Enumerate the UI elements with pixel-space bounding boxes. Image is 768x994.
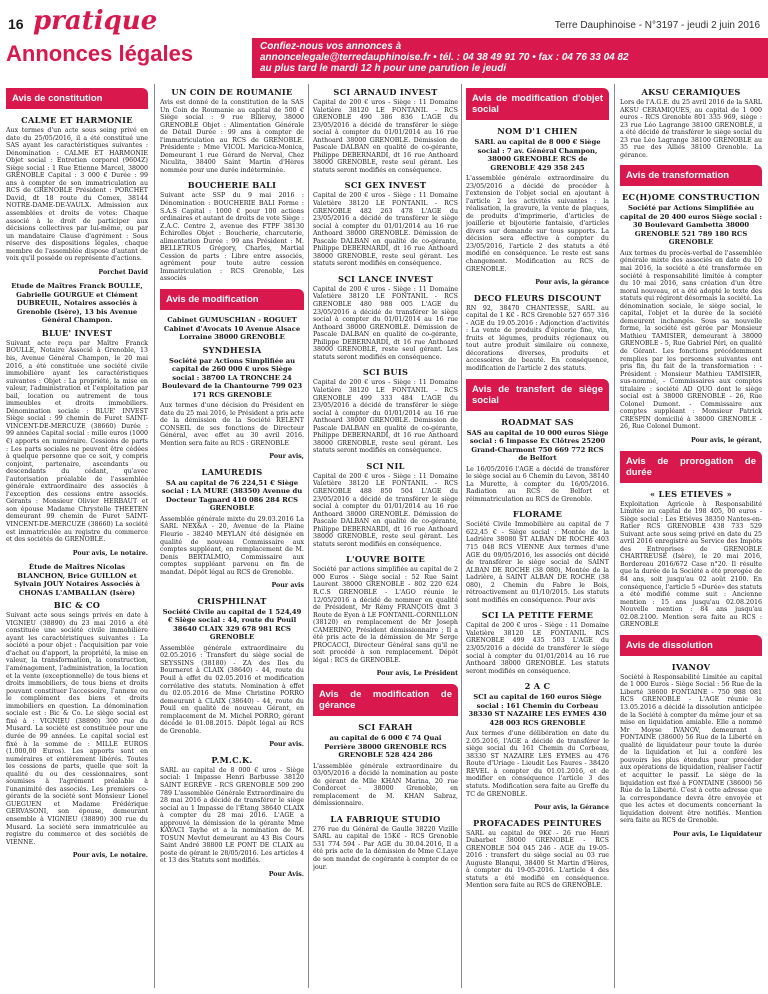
announcement-title: BLUE' INVEST [41, 327, 113, 338]
page-number: 16 [8, 16, 24, 32]
announcement-title: LA FABRIQUE STUDIO [330, 813, 441, 824]
announcement-title: BIC & CO [53, 600, 101, 611]
announcement-subtitle: Société par Actions Simplifiée au capital de 20 400 euros Siège social : 30 Boulevard Gambetta 38000 GRENOBLE 521 789 180 RCS GRENOBLE [620, 204, 762, 247]
announcement-title: PROFACADES PEINTURES [473, 817, 602, 828]
announcement-subtitle: Cabinet GUMUSCHIAN - ROGUET Cabinet d'Avocats 10 Avenue Alsace Lorraine 38000 GRENOBLE [163, 316, 301, 342]
column-5 [620, 84, 762, 992]
announcement-title: EC(H)OME CONSTRUCTION [622, 192, 760, 203]
announcement-subtitle: Étude de Maîtres Nicolas BLANCHON, Brice GUILLON et Sylvain JOUY Notaires Associés à CHONAS L'AMBALLAN (Isère) [13, 563, 141, 597]
announcement-body: Capital de 200 € uros - Siège : 11 Domaine Valetière 38120 LE FONTANIL RCS GRENOBLE 499 435 503 L'AGE du 23/05/2016 a décidé de transférer le siège social à compter du 01/01/2014 au 16 rue Anthoard 38000 GRENOBLE. Les statuts seront modifiés en conséquence. [466, 622, 609, 675]
column-4 [466, 84, 609, 992]
announcement-body: Suivant acte SSP du 9 mai 2016 : Dénomination : BOUCHERIE BALI Forme : S.A.S Capital : 1000 € pour 100 actions ordinaires et autant de droits de vote Siège : Z.A.C. Centre 2, avenue des FTPF 38130 Échirolles Objet : Boucherie, charcuterie, alimentation Durée : 99 ans Président : M. BELLETRUS Grégory, Charles, Martial Cession de parts : Libre entre associés, agrément pour toute autre cession Immatriculation : RCS Grenoble, Les associés [160, 192, 304, 283]
announcement-body: 276 rue du Général de Gaulle 38220 Vizille SARL au capital de 15K€ - RCS Grenoble 531 774 594 - Par AGE du 30.04.2016, Il a été pris acte de la démission de Mme C.Laye de son mandat de cogérante à compter de ce jour. [313, 825, 458, 871]
column-2 [160, 84, 304, 992]
announcement-subtitle: SARL au capital de 8 000 € Siège social : 7 av. Général Champon, 38000 GRENOBLE RCS de GRENOBLE 429 358 245 [474, 138, 601, 172]
section-banner: Avis de modification de gérance [313, 684, 458, 716]
announcement-title: SCI LA PETITE FERME [481, 610, 594, 621]
announcement-title: LAMUREDIS [201, 466, 263, 477]
announcement-title: IVANOV [671, 661, 711, 672]
announcement-subtitle: Etude de Maîtres Franck BOULLE, Gabrielle GOURGUE et Clément DUBREUIL, Notaires associés à Grenoble (Isère), 13 bis Avenue Général Champon. [11, 282, 143, 325]
announcement-body: Aux termes d'une délibération en date du 2.05.2016, l'AGE a décidé de transférer le siège social du 161 Chemin du Corbeau, 38330 ST NAZAIRE LES EYMES au 476 Route d'Uriage - Lieudit Les Faures - 38420 REVEL à compter du 01.01.2016, et de modifier en conséquence l'article 3 des statuts. Modification sera faite au Greffe du TC de GRENOBLE. [466, 730, 609, 798]
announcement-signature: Pour avis, Le notaire. [72, 549, 148, 557]
announcement-body: Société à Responsabilité Limitée au capital de 1 000 Euros - Siège Social : 56 Rue de la Liberté 38600 FONTAINE - 750 988 081 RCS GRENOBLE - L'AGE réunie le 13.05.2016 a décidé la dissolution anticipée de la Société à compter du même jour et sa mise en liquidation amiable. Elle a nommé Mr Moyse IVANOV, demeurant à FONTAINE (38600) 56 Rue de la Liberté en qualité de liquidateur pour toute la durée de la liquidation et lui a conféré les pouvoirs les plus étendus pour procéder aux opérations de liquidation, réaliser l'actif et acquitter le passif. Le siège de la liquidation est fixé à FONTAINE (38600) 56 Rue de la Liberté. C'est à cette adresse que la correspondance devra être envoyée et que les actes et documents concernant la liquidation doivent être notifiés. Mention sera faite au RCS de Grenoble. [620, 673, 762, 825]
page-header [0, 0, 768, 72]
announcement-title: BOUCHERIE BALI [187, 180, 277, 191]
section-banner: Avis de prorogation de durée [620, 451, 762, 483]
announcement-signature: Pour avis, Le Liquidateur [672, 830, 762, 838]
announcement-signature: Pour avis [271, 582, 304, 590]
contact-line: au plus tard le mardi 12 h pour une parution le jeudi [260, 63, 507, 74]
column-divider [308, 84, 309, 988]
announcement-title: SCI FARAH [358, 722, 413, 732]
announcement-signature: Pour avis. [269, 741, 304, 749]
announcement-title: NOM D'1 CHIEN [497, 126, 578, 136]
section-banner: Avis de modification [160, 289, 304, 310]
announcement-subtitle: SA au capital de 76 224,51 € Siège social : LA MURE (38350) Avenue du Docteur Tagnard 410 086 284 RCS GRENOBLE [161, 478, 303, 513]
announcement-title: CRISPHILNAT [197, 595, 267, 606]
announcement-subtitle: Société par Actions Simplifiée au capital de 260 000 € uros Siège social : 38700 LA TRONCHE 24 Boulevard de la Chantourne 799 023 171 RCS GRENOBLE [161, 356, 303, 399]
announcement-body: Capital de 200 € uros - Siège : 11 Domaine Valetière 38120 LE FONTANIL - RCS GRENOBLE 499 333 484 L'AGE du 23/05/2016 a décidé de transférer le siège social à compter du 01/01/2014 au 16 rue Anthoard 38000 GRENOBLE. Démission de Pascale DALBAN en qualité de co-gérante, Philippe DEBERNARDI, dt 16 rue Anthoard 38000 GRENOBLE, reste seul gérant. Les statuts seront modifiés en conséquence. [313, 379, 458, 455]
announcement-title: UN COIN DE ROUMANIE [171, 87, 293, 97]
announcement-title: ROADMAT SAS [501, 416, 574, 427]
announcement-subtitle: SCI au capital de 160 euros Siège social : 161 Chemin du Corbeau 38330 ST NAZAIRE LES EYMES 430 428 003 RCS GRENOBLE [468, 693, 607, 727]
announcement-title: SCI GEX INVEST [344, 180, 427, 191]
section-banner: Avis de modification d'objet social [466, 88, 609, 120]
announcement-title: DECO FLEURS DISCOUNT [473, 292, 602, 303]
announcement-title: SYNDHESIA [202, 344, 262, 355]
announcement-body: Avis est donné de la constitution de la SAS Un Coin de Roumanie au capital de 500 € Siège social : 9 rue Billerey, 38000 GRENOBLE Objet : Alimentation Générale de Détail Durée : 99 ans à compter de l'immatriculation au RCS de GRENOBLE. Présidente : Mme VICOL Maricica-Monica, Demeurant 1 rue Gérard de Nerval, Chez Niculita, 38400 Saint Martin d'Hères nommée pour une durée indéterminée. [160, 99, 304, 174]
announcement-title: SCI ARNAUD INVEST [333, 87, 438, 97]
column-divider [461, 84, 462, 988]
announcement-signature: Pour avis, [269, 453, 304, 461]
announcement-signature: Pour avis, la Gérance [534, 804, 609, 812]
announcement-body: Assemblée générale mixte du 29.03.2016 La SARL NEX&A - 20, Avenue de la Plaine Fleurie - 38240 MEYLAN été désignée en qualité de nouveau Commissaire aux comptes suppléant, en remplacement de M. Denis BERTALMIO, Commissaire aux comptes suppléant parvenu en fin de mandat. Dépôt légal au RCS de Grenoble. [160, 515, 304, 576]
announcement-subtitle: SAS au capital de 10 000 euros Siège social : 6 Impasse Ex Clôtres 25200 Grand-Charmont 750 669 772 RCS de Belfort [466, 428, 609, 463]
column-divider [614, 84, 615, 988]
announcement-body: Exploitation Agricole à Responsabilité Limitée au capital de 198 405, 00 euros - Siège social : Les Etiéves 38350 Nantes-en-Ratier RCS GRENOBLE 438 733 529 Suivant acte sous seing privé en date du 25 avril 2016 enregistré au Service des Impôts des Entreprises de GRENOBLE CHARTREUSE (Isère), le 20 mai 2016, Bordereau 2016/672 Case n°20. Il résulte que la durée de la Société a été prorogée de 84 ans, soit jusqu'au 02 août 2100. En conséquence, l'article 5 «Durée» des statuts a été modifié comme suit : Ancienne mention : 15 ans jusqu'au 02.08.2016 Nouvelle mention : 84 ans jusqu'au 02.08.2100. Mention sera faite au RCS : GRENOBLE [620, 500, 762, 629]
announcement-signature: Pour avis, Le notaire. [72, 852, 148, 860]
announcement-body: Suivant acte sous seings privés en date à VIGNIEU (38890) du 23 mai 2016 a été constituée une société civile immobilière ayant les caractéristiques suivantes : La société a pour objet : l'acquisition par voie d'achat ou d'apport, la propriété, la mise en valeur, la transformation, la construction, l'aménagement, l'administration, la location et la vente (exceptionnelle) de tous biens et droits immobiliers, de tous biens et droits pouvant constituer l'accessoire, l'annexe ou le complément des biens et droits immobiliers en question. La dénomination sociale est : Bic & Co. Le siège social est fixé à : VIGNIEU (38890) 300 rue du Musard. La société est constituée pour une durée de 99 années. Le capital social est fixé à la somme de : MILLE EUROS (1.000,00 Euros). Les apports sont en numéraires et entièrement libérés. Toutes les cessions de parts, quelle que soit la qualité du ou des cessionnaires, sont soumises à l'agrément préalable à l'unanimité des associés. Les premiers co-gérants de la société sont Monsieur Lionel GUEGUEN et Madame Frédérique GERVASONI, son épouse, demeurant ensemble à VIGNIEU (38890) 300 rue du Musard. La société sera immatriculée au registre du commerce et des sociétés de VIENNE. [6, 612, 148, 846]
announcement-signature: Pour avis, Le Président [376, 670, 458, 678]
announcement-body: SARL au capital de 8 000 € uros - Siège social: 1 Impasse Henri Barbusse 38120 SAINT EGRÈVE - RCS GRENOBLE 509 290 789 L'assemblée Générale Extraordinaire du 28 mai 2016 a décidé de transférer le siège social au 1 Impasse de l'Étang 38640 CLAIX à compter du 28 mai 2016. L'AGE a approuvé la démission de la gérante Mme KAYACI Tayhe et a la nomination de M. TOSUN Mevlut demeurant au 43 Bis Cours Saint André 38800 LE PONT DE CLAIX au poste de gérant le 28/05/2016. Les articles 4 et 13 des Statuts sont modifiés. [160, 766, 304, 865]
announcement-body: L'assemblée générale extraordinaire du 03/05/2016 a décidé la nomination au poste de gérant de Mlle KHAN Marina, 20 rue Condorcet - 38000 Grenoble, en remplacement de M. KHAN Sabraz, démissionnaire. [313, 762, 458, 808]
announcement-body: Capital de 200 € uros - Siège : 11 Domaine Valetière 38120 LE FONTANIL - RCS GRENOBLE 482 263 478 L'AGE du 23/05/2016 a décidé de transférer le siège social à compter du 01/01/2014 au 16 rue Anthoard 38000 GRENOBLE. Démission de Pascale DALBAN en qualité de co-gérante, Philippe DEBERNARDI, dt 16 rue Anthoard 38000 GRENOBLE, reste seul gérant. Les statuts seront modifiés en conséquence. [313, 192, 458, 268]
announcement-body: Le 16/05/2016 l'AGE a décidé de transférer le siège social au 6 Chemin du Levon, 38140 La Murette, à compter du 16/05/2016. Radiation au RCS de Belfort et réimmatriculation au RCS de Grenoble. [466, 465, 609, 503]
announcement-body: Capital de 200 € uros - Siège : 11 Domaine Valetière 38120 LE FONTANIL - RCS GRENOBLE 490 386 836 L'AGE du 23/05/2016 a décidé de transférer le siège social à compter du 01/01/2014 au 16 rue Anthoard 38000 GRENOBLE. Démission de Pascale DALBAN en qualité de co-gérante, Philippe DEBERNARDI, dt 16 rue Anthoard 38000 GRENOBLE, reste seul gérant. Les statuts seront modifiés en conséquence. [313, 99, 458, 174]
column-1 [6, 84, 148, 992]
announcement-subtitle: Société Civile au capital de 1 524,49 € Siège social : 44, route du Pouil 38640 CLAIX 329 678 981 RCS GRENOBLE [162, 607, 302, 642]
announcement-signature: Pour Avis. [268, 871, 304, 878]
contact-line: annoncelegale@terredauphinoise.fr • tél. : 04 38 49 91 70 • fax : 04 76 33 04 82 [260, 52, 629, 63]
announcement-body: SARL au capital de 9K€ - 26 rue Henri Dubarbet 38000 GRENOBLE - RCS GRENOBLE 504 045 246 - AGE du 19-05-2016 : transfert du siège social au 03 rue Auguste Blanqui, 38400 St Martin d'Hères, à compter du 19-05-2016. L'article 4 des statuts a été modifié en conséquence. Mention sera faite au RCS de GRENOBLE. [466, 829, 609, 890]
announcement-title: SCI LANCE INVEST [337, 273, 434, 284]
column-3 [313, 84, 458, 992]
section-banner: Avis de dissolution [620, 635, 762, 656]
announcement-title: SCI NIL [366, 460, 405, 471]
announcement-title: CALME ET HARMONIE [21, 115, 133, 125]
section-banner: Avis de transformation [620, 165, 762, 186]
section-banner: Avis de constitution [6, 88, 148, 109]
announcement-body: Société Civile Immobilière au capital de 7 622,45 € - Siège social : Montée de la Ladrière 38080 ST ALBAN DE ROCHE 403 715 048 RCS VIENNE Aux termes d'une AGE du 09/05/2016, les associés ont décidé de transférer le siège social de SAINT ALBAN DE ROCHE (38 080), Montée de la Ladrière, à SAINT ALBAN DE ROCHE (38 080), 2 Chemin du Fabre le Bois, rétroactivement au 01/10/2015. Les statuts sont modifiés en conséquence. Pour avis [466, 521, 609, 604]
announcement-body: Aux termes d'un acte sous seing privé en date du 25/05/2016, il a été constitué une SAS ayant les caractéristiques suivantes : Dénomination : CALME ET HARMONIE Objet social : Entretien corporel (9604Z) Siège social : 1 Rue Etienne Marcel, 38000 GRENOBLE Capital : 3 000 € Durée : 99 ans à compter de son immatriculation au RCS de GRENOBLE Président : PORCHET David, dt 18 route du Comex, 38144 NOTRE-DAME-DE-VAULX. Admission aux assemblées et droits de votes: Chaque associé à le droit de participer aux décisions collectives par lui-même, ou par un mandataire Clause d'agrément : Sous réserve des dispositions légales, chaque membre de l'assemblée dispose d'autant de voix qu'il possède ou représente d'actions. [6, 127, 148, 263]
announcement-body: Assemblée générale extraordinaire du 02.05.2016 : Transfert du siège social de SEYSSINS (38180) - ZA des Iles du Bourneret à CLAIX (38640) - 44, route du Pouil à effet du 02.05.2016 et modification corrélative des statuts. Nomination à effet du 02.05.2016 de Mme Christine PORRO demeurant à CLAIX (38640) - 44, route du Pouil en qualité de nouveau Gérant, en remplacement de M. Michel PORRO, gérant décédé le 01.08.2015. Dépôt légal au RCS de Grenoble. [160, 644, 304, 735]
announcement-title: FLORAME [512, 509, 563, 520]
announcement-title: 2 A C [524, 681, 551, 692]
announcement-title: SCI BUIS [362, 367, 409, 378]
announcement-body: Suivant acte reçu par Maître Franck BOULLE, Notaire Associé à Grenoble, 13 bis, Avenue Général Champon, le 20 mai 2016, a été constituée une société civile immobilière ayant les caractéristiques suivantes : Objet : La propriété, la mise en valeur, l'administration et l'exploitation par bail, location ou autrement de tous immeubles et droits immobiliers. Dénomination sociale : BLUE' INVEST Siège social : 99 chemin de Furet SAINT-VINCENT-DE-MERCUZE (38660) Durée : 99 années Capital social : mille euros (1000 €) apports en numéraire. Cessions de parts : Les parts sociales ne peuvent être cédées à quelque personne que ce soit, y compris conjoint, partenaire, ascendants ou descendants du cédant, qu'avec l'autorisation préalable de l'assemblée générale extraordinaire des associés à l'exception des cessions entre associés. Gérants : Monsieur Olivier HERBAUT et son épouse Madame Chrystelle THEETEN demeurant 99 chemin de Furet SAINT-VINCENT-DE-MERCUZE (38660) La société est immatriculée au registre du commerce et des sociétés de GRENOBLE. [6, 339, 148, 544]
announcement-body: Capital de 200 € uros - Siège : 11 Domaine Valetière 38120 LE FONTANIL - RCS GRENOBLE 488 850 504 L'AGE du 23/05/2016 a décidé de transférer le siège social à compter du 01/01/2014 au 16 rue Anthoard 38000 GRENOBLE. Démission de Pascale DALBAN en qualité de co-gérante, Philippe DEBERNARDI, dt 16 rue Anthoard 38000 GRENOBLE, reste seul gérant. Les statuts seront modifiés en conséquence. [313, 472, 458, 548]
column-divider [154, 84, 155, 988]
announcement-body: Aux termes d'une décision du Président en date du 25 mai 2016, le Président a pris acte de la démission de la Société RELENT CONSEIL de ses fonctions de Directeur Général, avec effet au 30 avril 2016. Mention sera faite au RCS : GRENOBLE [160, 402, 304, 447]
contact-banner [252, 38, 768, 78]
announcement-body: RN 92, 38470 CHANTESSE, SARL au capital de 1 K€ - RCS Grenoble 527 657 316 - AGE du 19.05.2016 : Adjonction d'activités : La vente de produits d'épicerie fine, vin, fruits et légumes, produits régionaux ou tout autre produit similaire ou connexe, décorations diverses, produits et accessoires de beauté. En conséquence, modification de l'article 2 des statuts. [466, 304, 609, 373]
announcement-body: Aux termes du procès-verbal de l'assemblée générale mixte des associés en date du 10 mai 2016, la société a été transformée en société à responsabilité limitée à compter du 10 mai 2016, sans création d'un être moral nouveau, et a été adopté le texte des statuts qui régiront désormais la société. La dénomination sociale, le siège social, le capital, l'objet et la durée de la société demeurent inchangés. Sous sa nouvelle forme, la société est gérée par Monsieur Mathieu TAMISIER, demeurant à 38000 GRENOBLE - 5, Rue Gabriel Péri, en qualité de Gérant. Les fonctions précédemment remplies par les personnes suivantes ont pris fin, du fait de la transformation : - Président : Monsieur Mathieu TAMISIER, sus-nommé, - Commissaires aux comptes titulaire : société AD QUO dont le siège social est à 38000 GRENOBLE - 26, Rue Colonel Dumont. - Commissaire aux comptes suppléant : Monsieur Patrick CRESPIN domicilié à 38000 GRENOBLE - 26, Rue Colonel Dumont. [620, 249, 762, 431]
announcement-signature: Porchet David [98, 268, 148, 276]
announcement-body: Société par actions simplifiée au capital de 2 000 Euros - Siège social : 52 Rue Saint Laurent 38000 GRENOBLE - 802 220 624 R.C.S GRENOBLE - L'AGO réunie le 12/05/2016 a décidé de nommer en qualité de Président, Mr Rémy FRANÇOIS dmt 3 Route de Eyen à LE FONTANIL-CORNILLON (38120) en remplacement de Mr Joseph CAMERINO, Président démissionnaire ; Il a été pris acte de la démission de Mr Serge PROCACCI, Directeur Général sans qu'il ne soit procédé à son remplacement. Dépôt légal : RCS de GRENOBLE. [313, 566, 458, 664]
announcement-body: Lors de l'A.G.E. du 25 avril 2016 de la SARL AKSU CERAMIQUES, au capital de 1 000 euros - RCS Grenoble 801 335 969, siège : 23 rue Léo Lagrange 38100 GRENOBLE, il a été décidé de transférer le siège social du 23 rue Léo Lagrange 38100 GRENOBLE au 35 rue des Alliés 38100 Grenoble. La gérance. [620, 99, 762, 159]
announcement-signature: Pour avis, le gérant, [691, 437, 762, 444]
announcement-title: L'OUVRE BOITE [345, 554, 426, 565]
section-title: pratique [33, 6, 158, 36]
issue-info: Terre Dauphinoise - N°3197 - jeudi 2 juin 2016 [554, 20, 760, 31]
announcement-body: L'assemblée générale extraordinaire du 23/05/2016 a décidé de procéder à l'extension de l'objet social en ajoutant à l'article 2 les activités suivantes : la réalisation, la gravure, la vente de plaques, de produits d'imprimerie, d'articles de joaillerie et bijouterie fantaisie, d'articles divers sur demande sur tous supports. La décision sera effective à compter du 23/05/2016, l'article 2 des statuts a été modifié en conséquence. Le reste est sans changement. Modification au RCS de GRENOBLE. [466, 175, 609, 273]
section-banner: Avis de transfert de siège social [466, 379, 609, 411]
announcement-subtitle: au capital de 6 000 € 74 Quai Perrière 38000 GRENOBLE RCS GRENOBLE 528 424 286 [324, 734, 447, 759]
announcement-title: AKSU CERAMIQUES [641, 87, 741, 97]
announcement-body: Capital de 200 € uros - Siège : 11 Domaine Valetière 38120 LE FONTANIL - RCS GRENOBLE 480 988 005 L'AGE du 23/05/2016 a décidé de transférer le siège social à compter du 01/01/2014 au 16 rue Anthoard 38000 GRENOBLE. Démission de Pascale DALBAN en qualité de co-gérante, Philippe DEBERNARDI, dt 16 rue Anthoard 38000 GRENOBLE, reste seul gérant. Les statuts seront modifiés en conséquence. [313, 285, 458, 361]
announcement-title: P.M.C.K. [211, 754, 253, 765]
announcement-signature: Pour avis, la gérance [535, 279, 609, 287]
contact-line: Confiez-nous vos annonces à [260, 41, 402, 52]
page-title: Annonces légales [6, 41, 194, 66]
announcement-title: « LES ETIEVES » [649, 488, 733, 499]
